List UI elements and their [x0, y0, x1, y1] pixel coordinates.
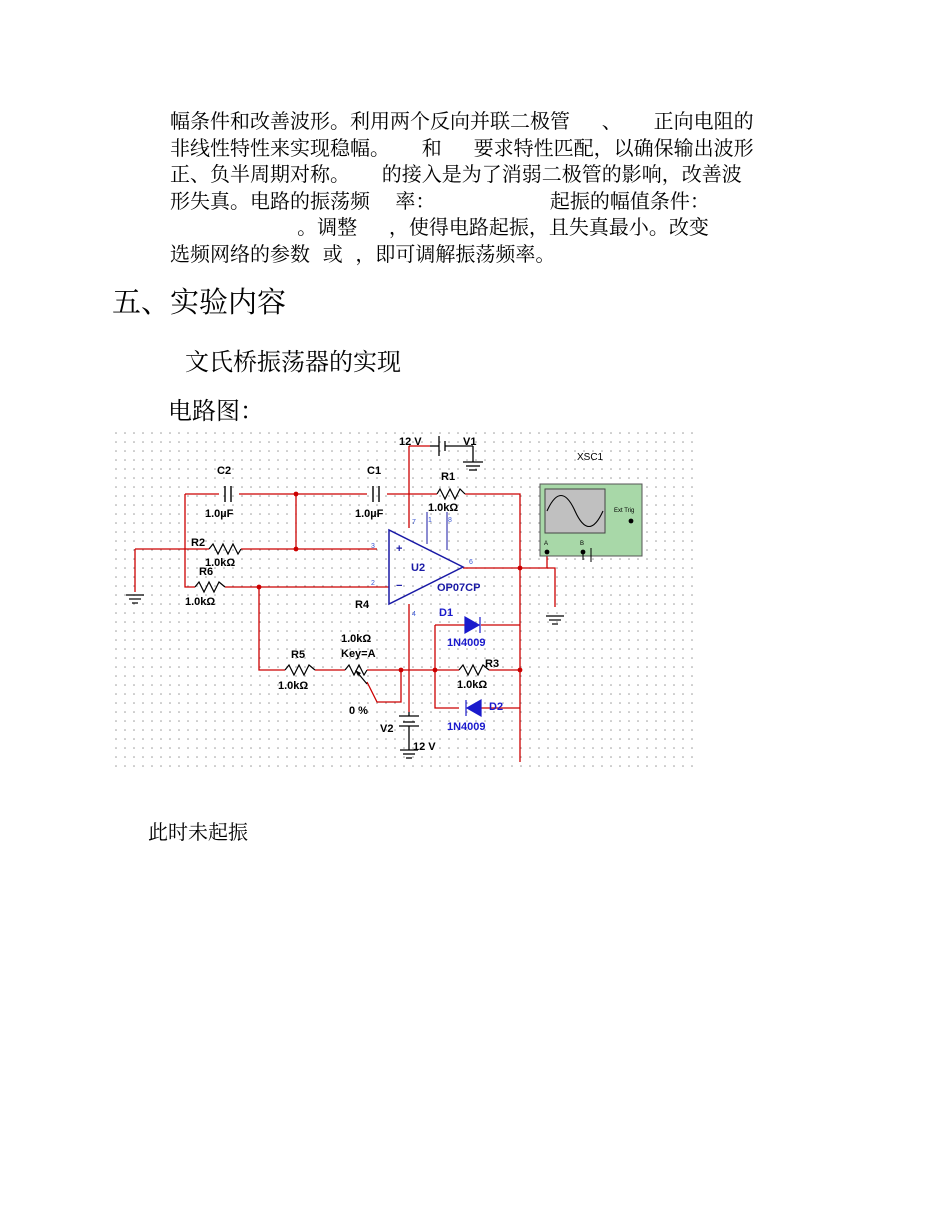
- pin2-label: 2: [371, 580, 375, 587]
- intro-paragraph: [170, 108, 840, 267]
- d2-label: D2: [489, 701, 504, 713]
- r2-value: 1.0kΩ: [205, 557, 236, 569]
- c1-label: C1: [367, 465, 382, 477]
- xsc1-label: XSC1: [577, 452, 604, 463]
- pot-key: Key=A: [341, 648, 376, 660]
- r2-label: R2: [191, 537, 206, 549]
- pin3-label: 3: [371, 543, 375, 550]
- text-line: 。调整 ，使得电路起振，且失真最小。改变: [170, 215, 709, 239]
- r6-label: R6: [199, 566, 214, 578]
- v2-label: V2: [380, 723, 394, 735]
- pin7-label: 7: [412, 519, 416, 526]
- r6-value: 1.0kΩ: [185, 596, 216, 608]
- text-line: 非线性特性来实现稳幅。 和 要求特性匹配，以确保输出波形: [170, 135, 754, 160]
- v1-label: V1: [463, 436, 477, 448]
- pot-value: 1.0kΩ: [341, 633, 372, 645]
- r1-label: R1: [441, 471, 456, 483]
- text-line: 正、负半周期对称。 的接入是为了消弱二极管的影响，改善波: [170, 162, 742, 186]
- pin1-label: 1: [428, 517, 432, 524]
- c1-value: 1.0µF: [355, 508, 384, 520]
- vpos-label: 12 V: [399, 436, 422, 448]
- d2-value: 1N4009: [447, 721, 486, 733]
- pin6-label: 6: [469, 559, 473, 566]
- text-line: 形失真。电路的振荡频 率： 起振的幅值条件：: [170, 188, 710, 213]
- circuit-schematic: [115, 432, 693, 768]
- c2-value: 1.0µF: [205, 508, 234, 520]
- d1-value: 1N4009: [447, 637, 486, 649]
- r5-value: 1.0kΩ: [278, 680, 309, 692]
- sub-heading: 文氏桥振荡器的实现: [185, 348, 401, 376]
- c2-label: C2: [217, 465, 232, 477]
- oscilloscope: [540, 484, 642, 562]
- r3-label: R3: [485, 658, 500, 670]
- vneg-label: 12 V: [413, 741, 436, 753]
- scope-b-label: B: [580, 541, 585, 547]
- r5-label: R5: [291, 649, 306, 661]
- pot-percent: 0 %: [349, 705, 368, 717]
- opamp-model: OP07CP: [437, 582, 481, 594]
- scope-a-label: A: [544, 541, 549, 547]
- circuit-diagram-label: 电路图：: [168, 397, 264, 425]
- r3-value: 1.0kΩ: [457, 679, 488, 691]
- text-line: 选频网络的参数 或 ，即可调解振荡频率。: [170, 241, 556, 266]
- section-heading: 五、实验内容: [112, 285, 287, 319]
- scope-ext-trig: Ext Trig: [614, 508, 635, 514]
- observation-note: 此时未起振: [148, 820, 248, 844]
- r1-value: 1.0kΩ: [428, 502, 459, 514]
- u2-label: U2: [411, 562, 426, 574]
- opamp-plus: +: [396, 543, 403, 555]
- pin8-label: 8: [448, 517, 452, 524]
- r4-label: R4: [355, 599, 370, 611]
- text-line: 幅条件和改善波形。利用两个反向并联二极管 、 正向电阻的: [170, 109, 754, 133]
- pin4-label: 4: [412, 611, 416, 618]
- opamp-minus: −: [396, 580, 403, 592]
- d1-label: D1: [439, 607, 454, 619]
